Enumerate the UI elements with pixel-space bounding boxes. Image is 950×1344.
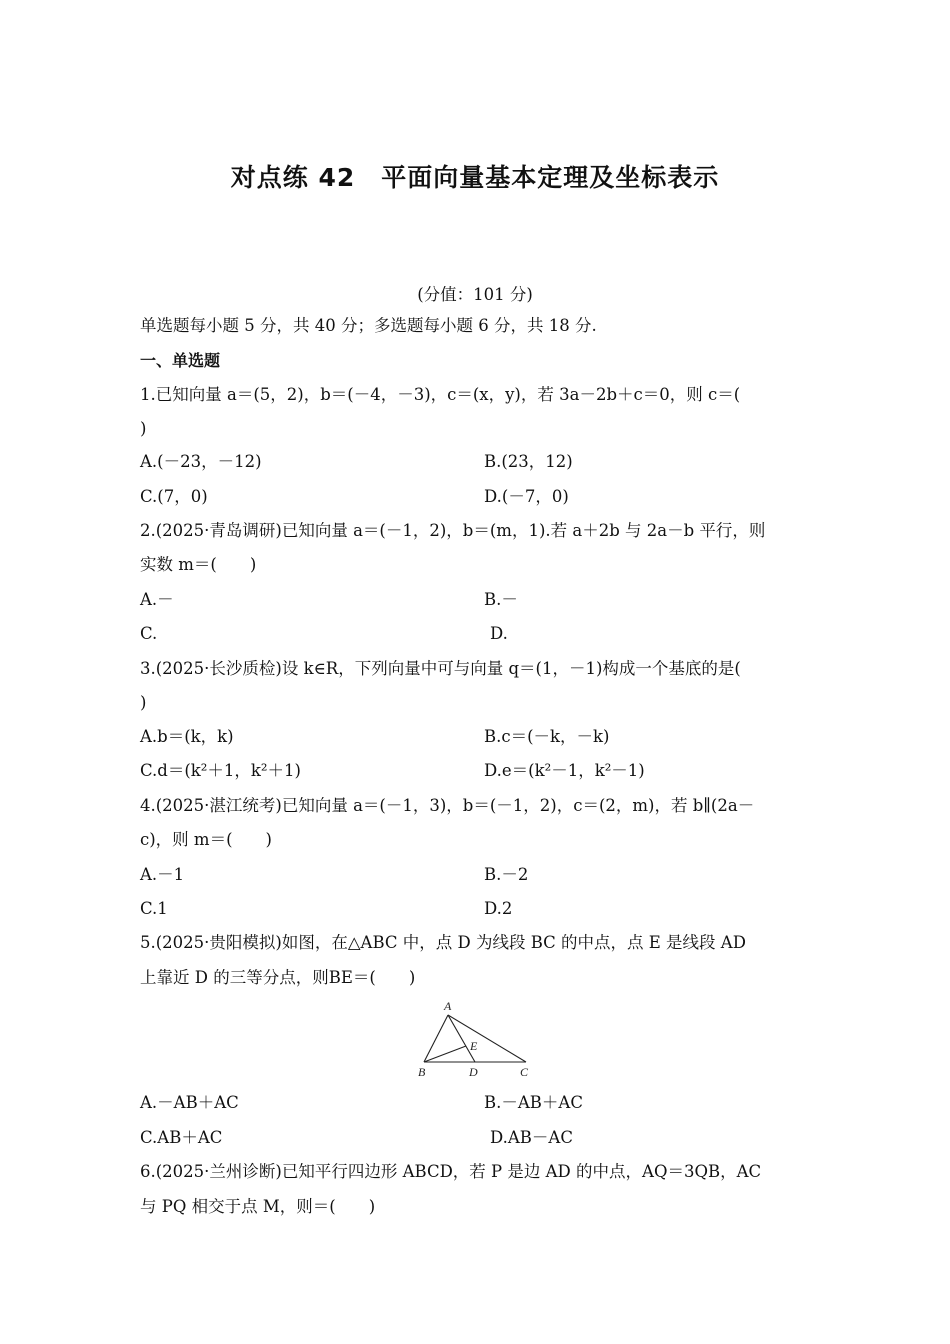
q4-stem-line-2: c)，则 m＝( ) [140, 830, 272, 849]
q2-option-d: D. [490, 624, 508, 643]
label-b: B [418, 1065, 426, 1079]
q3-stem-line-2: ) [140, 693, 147, 712]
q2-stem-line-1: 2.(2025·青岛调研)已知向量 a＝(－1，2)，b＝(m，1).若 a＋2b 与 2a－b 平行，则 [140, 521, 766, 540]
q1-option-a: A.(－23，－12) [140, 452, 262, 471]
q1-stem-line-1: 1.已知向量 a＝(5，2)，b＝(－4，－3)，c＝(x，y)，若 3a－2b＋c＝0，则 c＝( [140, 385, 741, 404]
triangle-figure [410, 995, 550, 1079]
q2-stem-line-2: 实数 m＝( ) [140, 555, 257, 574]
q3-option-b: B.c＝(－k，－k) [484, 727, 610, 746]
q2-option-a: A.－ [140, 590, 174, 609]
instruction-line: 单选题每小题 5 分，共 40 分；多选题每小题 6 分，共 18 分. [140, 316, 597, 335]
q4-option-d: D.2 [484, 899, 513, 918]
side-ac [448, 1015, 526, 1062]
label-e: E [470, 1039, 478, 1053]
label-c: C [520, 1065, 529, 1079]
q3-option-d: D.e＝(k²－1，k²－1) [484, 761, 645, 780]
q4-stem-line-1: 4.(2025·湛江统考)已知向量 a＝(－1，3)，b＝(－1，2)，c＝(2，m)，若 b∥(2a－ [140, 796, 755, 815]
q3-option-c: C.d＝(k²＋1，k²＋1) [140, 761, 301, 780]
q1-option-d: D.(－7，0) [484, 487, 569, 506]
q1-stem-line-2: ) [140, 419, 147, 438]
q1-option-c: C.(7，0) [140, 487, 208, 506]
q5-stem-line-1: 5.(2025·贵阳模拟)如图，在△ABC 中，点 D 为线段 BC 的中点，点 E 是线段 AD [140, 933, 746, 952]
page-title [0, 158, 950, 194]
q4-option-a: A.－1 [140, 865, 185, 884]
q2-option-b: B.－ [484, 590, 518, 609]
section-heading: 一、单选题 [140, 351, 221, 370]
segment-be [424, 1046, 466, 1062]
title-part-1: 对点练 42 [230, 163, 356, 192]
q6-stem-line-2: 与 PQ 相交于点 M，则＝( ) [140, 1197, 376, 1216]
q6-stem-line-1: 6.(2025·兰州诊断)已知平行四边形 ABCD，若 P 是边 AD 的中点，AQ＝3QB，AC [140, 1162, 762, 1181]
q5-option-c: C.AB＋AC [140, 1128, 223, 1147]
score-line: (分值：101 分) [417, 285, 533, 304]
q4-option-b: B.－2 [484, 865, 529, 884]
q5-stem-line-2: 上靠近 D 的三等分点，则BE＝( ) [140, 968, 416, 987]
label-a: A [444, 999, 452, 1013]
q3-stem-line-1: 3.(2025·长沙质检)设 k∈R，下列向量中可与向量 q＝(1，－1)构成一个基底的是( [140, 659, 741, 678]
q5-option-b: B.－AB＋AC [484, 1093, 583, 1112]
side-ab [424, 1015, 448, 1062]
q4-option-c: C.1 [140, 899, 168, 918]
label-d: D [469, 1065, 478, 1079]
q5-option-d: D.AB－AC [490, 1128, 573, 1147]
q2-option-c: C. [140, 624, 158, 643]
q3-option-a: A.b＝(k，k) [140, 727, 234, 746]
q5-option-a: A.－AB＋AC [140, 1093, 239, 1112]
title-part-2: 平面向量基本定理及坐标表示 [381, 163, 720, 192]
q1-option-b: B.(23，12) [484, 452, 573, 471]
